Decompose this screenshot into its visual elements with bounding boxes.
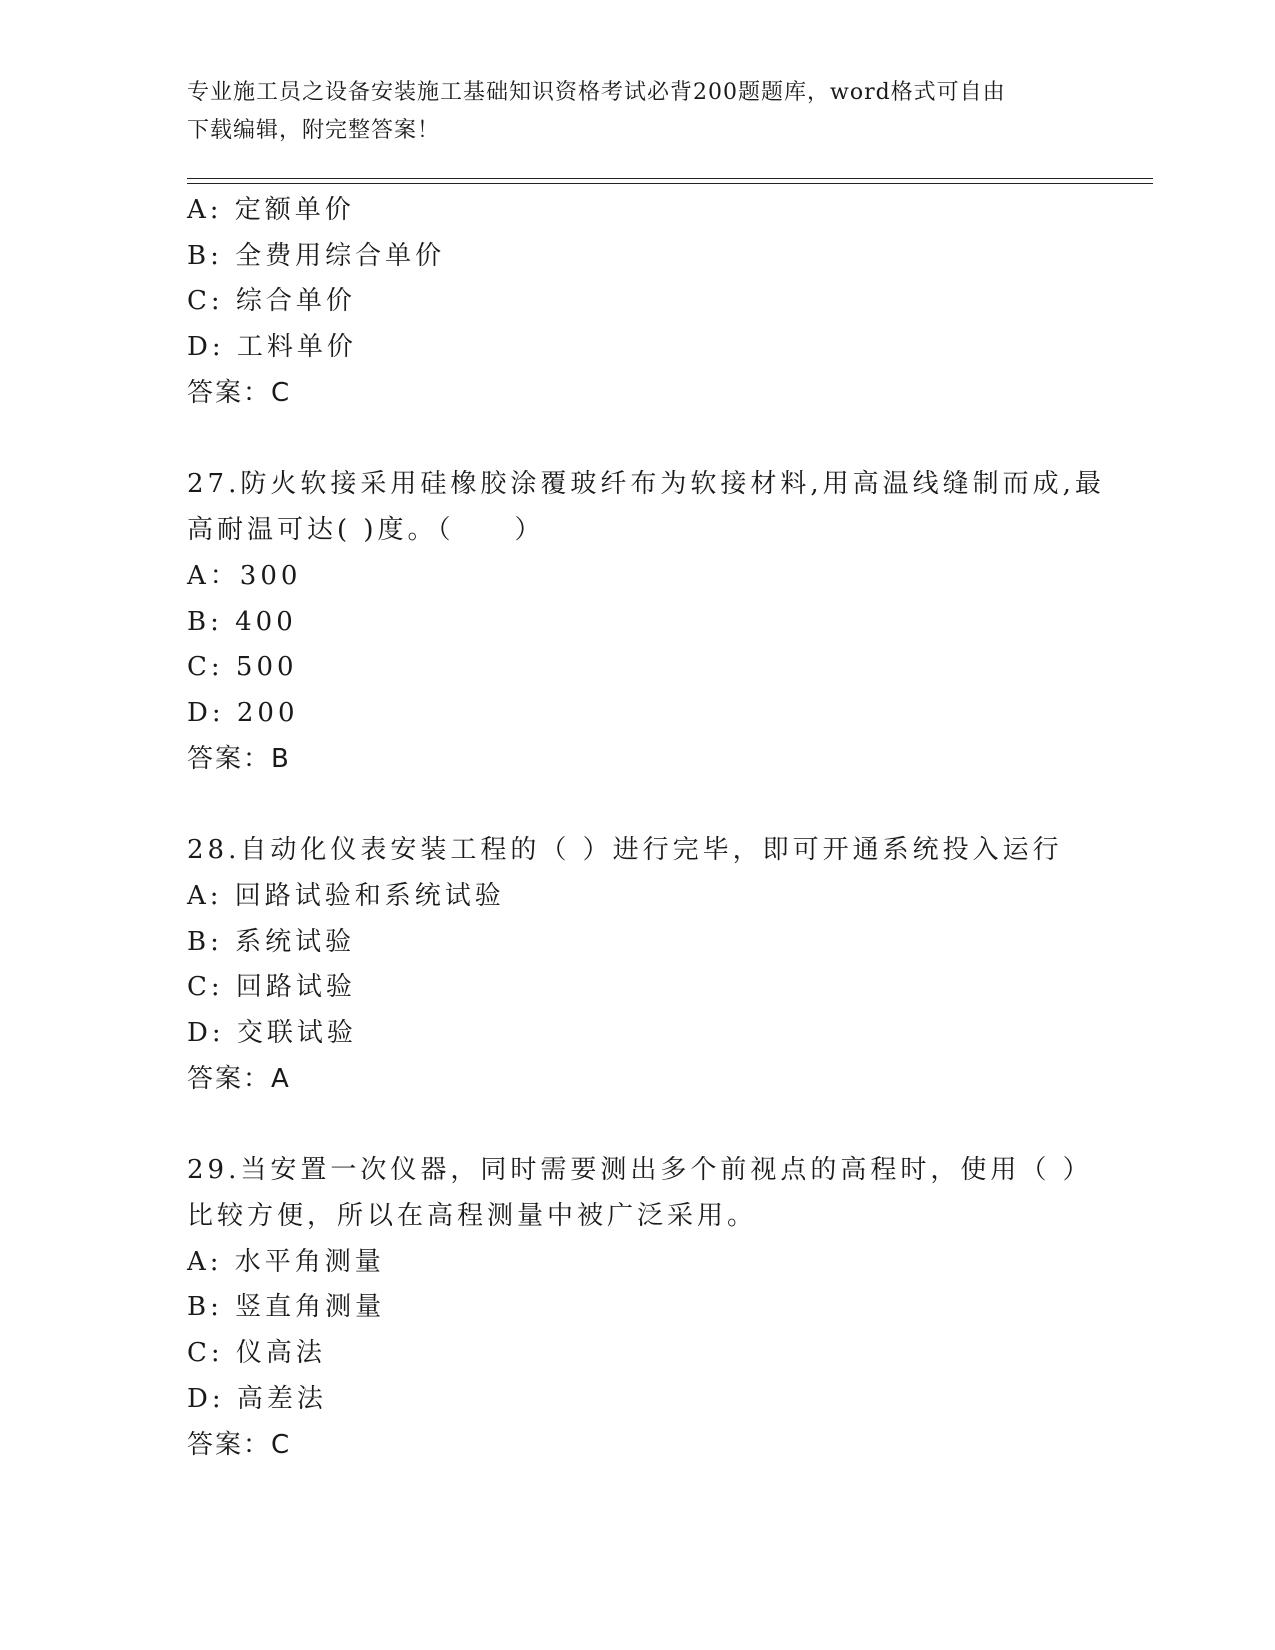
question-stem-line-2: 高耐温可达( )度。（ ） [187, 515, 545, 546]
option-d: D: 200 [187, 697, 299, 728]
option-b: B: 系统试验 [187, 926, 356, 957]
question-list [187, 188, 1105, 1468]
option-a: A: 回路试验和系统试验 [187, 880, 505, 911]
header-divider-bottom [187, 183, 1153, 184]
option-b: B: 全费用综合单价 [187, 240, 446, 271]
option-d: D: 工料单价 [187, 332, 357, 363]
header-line-1: 专业施工员之设备安装施工基础知识资格考试必背200题题库，word格式可自由 [187, 80, 1006, 105]
answer-line: 答案：A [187, 1063, 291, 1094]
option-b: B: 竖直角测量 [187, 1292, 386, 1323]
document-header [187, 74, 1087, 150]
option-c: C: 回路试验 [187, 972, 356, 1003]
question-29 [187, 1148, 1093, 1468]
question-stem-line-1: 27.防火软接采用硅橡胶涂覆玻纤布为软接材料,用高温线缝制而成,最 [187, 469, 1105, 500]
answer-line: 答案：B [187, 743, 291, 774]
header-divider-top [187, 178, 1153, 179]
header-line-2: 下载编辑，附完整答案！ [187, 118, 441, 143]
question-26 [187, 188, 1087, 416]
option-a: A: 定额单价 [187, 195, 355, 225]
question-stem-line-2: 比较方便，所以在高程测量中被广泛采用。 [187, 1201, 758, 1232]
option-c: C: 综合单价 [187, 286, 356, 317]
option-d: D: 高差法 [187, 1383, 327, 1414]
question-27 [187, 462, 1105, 782]
option-d: D: 交联试验 [187, 1018, 357, 1048]
question-stem-line-1: 29.当安置一次仪器，同时需要测出多个前视点的高程时，使用（ ） [187, 1155, 1093, 1186]
answer-line: 答案：C [187, 1429, 292, 1460]
question-28 [187, 828, 1087, 1102]
option-c: C: 500 [187, 652, 298, 683]
question-stem-line-1: 28.自动化仪表安装工程的（ ）进行完毕，即可开通系统投入运行 [187, 835, 1063, 866]
option-a: A：300 [187, 560, 302, 591]
option-b: B: 400 [187, 606, 297, 637]
option-a: A: 水平角测量 [187, 1246, 385, 1277]
answer-line: 答案：C [187, 377, 292, 408]
option-c: C: 仪高法 [187, 1338, 326, 1369]
